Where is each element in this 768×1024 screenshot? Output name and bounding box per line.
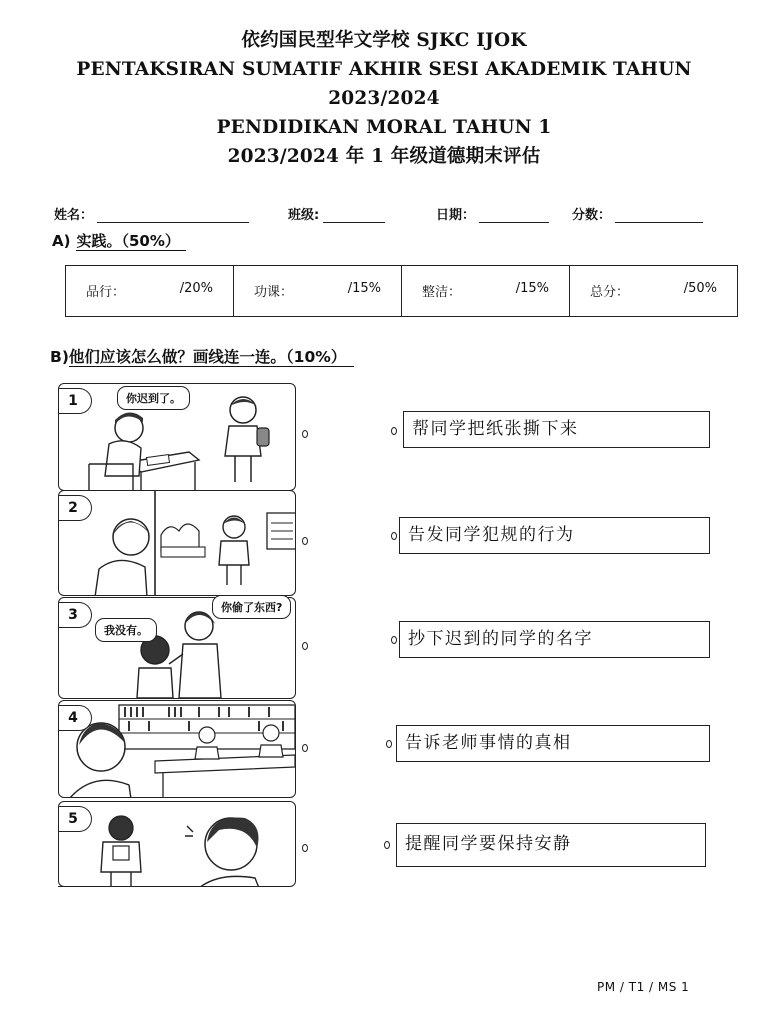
score-cell-conduct (66, 266, 234, 316)
score-field[interactable] (572, 204, 703, 223)
school-name: 依约国民型华文学校 SJKC IJOK (241, 30, 527, 51)
score-cell-value: /15% (347, 281, 381, 296)
score-label: 分数： (572, 208, 612, 223)
section-b-title: 他们应该怎么做？画线连一连。（10%） (69, 348, 354, 367)
date-blank[interactable] (479, 208, 549, 223)
score-cell-value: /50% (683, 281, 717, 296)
score-cell-label: 总分： (590, 285, 630, 300)
score-cell-total (570, 266, 737, 316)
connector-dot-right-3[interactable] (391, 636, 397, 644)
speech-bubble: 你迟到了。 (117, 386, 190, 410)
connector-dot-left-4[interactable] (302, 744, 308, 752)
connector-dot-left-3[interactable] (302, 642, 308, 650)
section-b-letter: B) (50, 348, 69, 366)
document-header (0, 26, 768, 171)
class-label: 班级: (288, 208, 320, 223)
connector-dot-right-5[interactable] (384, 841, 390, 849)
answer-box-2: 告发同学犯规的行为 (399, 517, 710, 554)
score-cell-value: /20% (179, 281, 213, 296)
score-blank[interactable] (615, 208, 703, 223)
score-cell-homework (234, 266, 402, 316)
connector-dot-left-2[interactable] (302, 537, 308, 545)
connector-dot-right-1[interactable] (391, 427, 397, 435)
class-field[interactable] (288, 204, 385, 223)
section-a-letter: A) (52, 232, 71, 250)
panel-underline (58, 886, 290, 887)
academic-year: 2023/2024 (328, 88, 440, 109)
connector-dot-right-2[interactable] (391, 532, 397, 540)
score-cell-label: 功课： (254, 285, 294, 300)
connector-dot-right-4[interactable] (386, 740, 392, 748)
date-field[interactable] (436, 204, 549, 223)
panel-number-2: 2 (58, 495, 92, 521)
speech-bubble: 我没有。 (95, 618, 157, 642)
section-a-title: 实践。（50%） (76, 232, 185, 251)
panel-number-5: 5 (58, 806, 92, 832)
answer-box-1: 帮同学把纸张撕下来 (403, 411, 710, 448)
connector-dot-left-5[interactable] (302, 844, 308, 852)
picture-panel-5 (58, 801, 296, 887)
subject-title-chinese: 2023/2024 年 1 年级道德期末评估 (227, 146, 541, 167)
score-cell-label: 品行： (86, 285, 126, 300)
poster-tearing-illustration (59, 491, 296, 596)
panel-number-4: 4 (58, 705, 92, 731)
picture-panel-1 (58, 383, 296, 491)
date-label: 日期： (436, 208, 476, 223)
library-noise-illustration (59, 701, 296, 798)
answer-box-5: 提醒同学要保持安静 (396, 823, 706, 867)
answer-box-4: 告诉老师事情的真相 (396, 725, 710, 762)
name-field[interactable] (54, 204, 249, 223)
section-a-heading (52, 230, 186, 251)
name-label: 姓名： (54, 208, 94, 223)
picture-panel-4 (58, 700, 296, 798)
panel-number-3: 3 (58, 602, 92, 628)
score-table (65, 265, 738, 317)
page-code: PM / T1 / MS 1 (597, 980, 690, 994)
section-b-heading (50, 345, 354, 367)
score-cell-label: 整洁： (422, 285, 462, 300)
score-cell-value: /15% (515, 281, 549, 296)
subject-title: PENDIDIKAN MORAL TAHUN 1 (216, 117, 552, 138)
picture-panel-2 (58, 490, 296, 596)
assessment-title: PENTAKSIRAN SUMATIF AKHIR SESI AKADEMIK TAHUN (76, 59, 692, 80)
answer-box-3: 抄下迟到的同学的名字 (399, 621, 710, 658)
speech-bubble: 你偷了东西? (212, 595, 291, 619)
name-blank[interactable] (97, 208, 249, 223)
reminding-classmate-illustration (59, 802, 296, 887)
panel-number-1: 1 (58, 388, 92, 414)
score-cell-neatness (402, 266, 570, 316)
class-blank[interactable] (323, 208, 385, 223)
connector-dot-left-1[interactable] (302, 430, 308, 438)
